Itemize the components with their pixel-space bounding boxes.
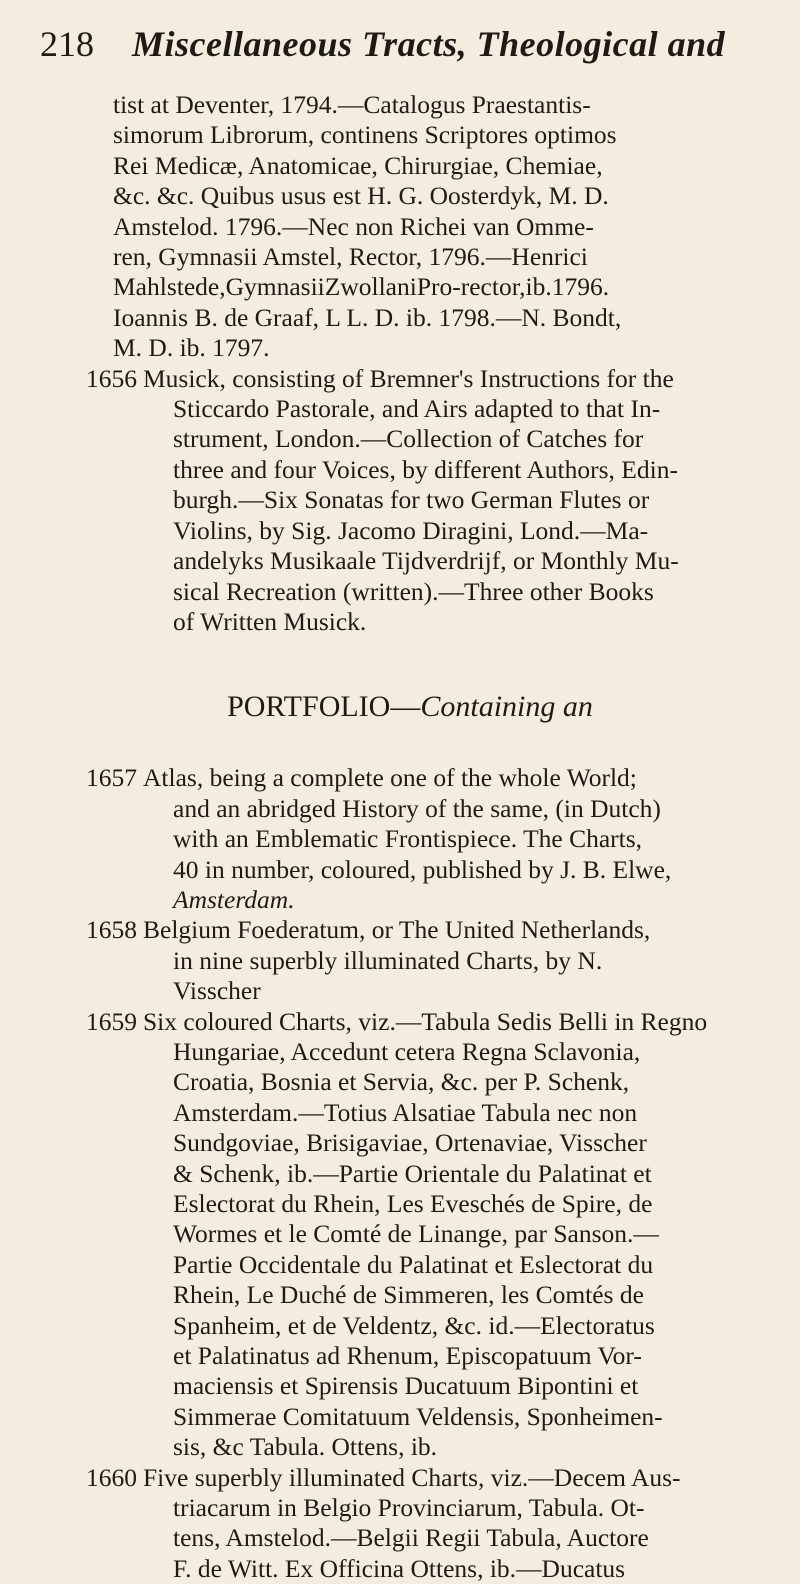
page-number: 218: [40, 24, 94, 64]
text-line: et Palatinatus ad Rhenum, Episcopatuum Vor-: [173, 1341, 642, 1371]
lot-number: 1657: [86, 763, 137, 793]
text-line: Atlas, being a complete one of the whole World;: [143, 763, 637, 793]
section-heading: [30, 689, 770, 725]
text-line: Hungariae, Accedunt cetera Regna Sclavonia,: [173, 1036, 641, 1066]
lot-number: 1656: [86, 363, 137, 393]
running-title: Miscellaneous Tracts, Theological and: [132, 24, 726, 64]
text-line: Simmerae Comitatuum Veldensis, Sponheimen-: [173, 1401, 663, 1431]
text-line: maciensis et Spirensis Ducatuum Bipontini et: [173, 1371, 639, 1401]
text-line: Sundgoviae, Brisigaviae, Ortenaviae, Visscher: [173, 1128, 647, 1158]
page-body: [30, 90, 770, 1584]
text-line: Musick, consisting of Bremner's Instructions for the: [143, 363, 674, 393]
text-line: Rei Medicæ, Anatomicae, Chirurgiae, Chemiae,: [113, 150, 603, 180]
text-line: Partie Occidentale du Palatinat et Eslectorat du: [173, 1249, 654, 1279]
text-line: F. de Witt. Ex Officina Ottens, ib.—Ducatus: [173, 1553, 626, 1583]
section-heading-italic: Containing an: [420, 690, 593, 724]
text-line: three and four Voices, by different Authors, Edin-: [173, 454, 678, 484]
text-line: Eslectorat du Rhein, Les Eveschés de Spire, de: [173, 1189, 653, 1218]
text-line: with an Emblematic Frontispiece. The Charts,: [173, 824, 643, 854]
text-line: Amsterdam.—Totius Alsatiae Tabula nec non: [173, 1097, 638, 1127]
section-heading-text: PORTFOLIO—: [227, 690, 421, 724]
text-line: Wormes et le Comté de Linange, par Sanson.—: [173, 1219, 659, 1249]
text-line: tens, Amstelod.—Belgii Regii Tabula, Auctore: [173, 1523, 649, 1553]
text-line: M. D. ib. 1797.: [113, 333, 270, 363]
text-line: of Written Musick.: [173, 606, 367, 636]
running-header: [40, 18, 770, 70]
text-line: 40 in number, coloured, published by J. B. Elwe,: [173, 854, 672, 884]
text-line: Amsterdam.: [173, 884, 295, 914]
lot-number: 1659: [86, 1006, 137, 1036]
catalogue-entry-1660: [30, 1463, 770, 1584]
text-line: Mahlstede,GymnasiiZwollaniPro-rector,ib.1796.: [113, 272, 610, 302]
text-line: triacarum in Belgio Provinciarum, Tabula. Ot-: [173, 1493, 645, 1523]
text-line: Ioannis B. de Graaf, L L. D. ib. 1798.—N. Bondt,: [113, 302, 622, 332]
text-line: ren, Gymnasii Amstel, Rector, 1796.—Henrici: [113, 242, 588, 272]
text-line: & Schenk, ib.—Partie Orientale du Palatinat et: [173, 1158, 652, 1188]
catalogue-entry-1656: [30, 364, 770, 638]
text-line: simorum Librorum, continens Scriptores optimos: [113, 120, 617, 150]
catalogue-entry-1657: [30, 763, 770, 915]
text-line: Spanheim, et de Veldentz, &c. id.—Electoratus: [173, 1310, 655, 1340]
catalogue-entry-1659: [30, 1007, 770, 1463]
lot-number: 1658: [86, 915, 137, 945]
text-line: Six coloured Charts, viz.—Tabula Sedis Belli in Regno: [143, 1006, 708, 1036]
text-line: Five superbly illuminated Charts, viz.—Decem Aus-: [143, 1462, 681, 1492]
text-line: burgh.—Six Sonatas for two German Flutes or: [173, 485, 650, 515]
text-line: Amstelod. 1796.—Nec non Richei van Omme-: [113, 211, 594, 241]
text-line: sical Recreation (written).—Three other Books: [173, 576, 654, 606]
continuation-entry: [30, 90, 770, 364]
text-line: &c. &c. Quibus usus est H. G. Oosterdyk, M. D.: [113, 181, 609, 211]
text-line: in nine superbly illuminated Charts, by N.: [173, 945, 603, 975]
catalogue-entry-1658: [30, 915, 770, 1006]
text-line: Sticcardo Pastorale, and Airs adapted to that In-: [173, 394, 661, 424]
text-line: andelyks Musikaale Tijdverdrijf, or Monthly Mu-: [173, 546, 679, 576]
text-line: tist at Deventer, 1794.—Catalogus Praestantis-: [113, 90, 591, 119]
text-line: Rhein, Le Duché de Simmeren, les Comtés de: [173, 1280, 644, 1310]
text-line: strument, London.—Collection of Catches for: [173, 424, 644, 454]
text-line: Croatia, Bosnia et Servia, &c. per P. Schenk,: [173, 1067, 630, 1097]
text-line: Violins, by Sig. Jacomo Diragini, Lond.—Ma-: [173, 515, 649, 545]
text-line: sis, &c Tabula. Ottens, ib.: [173, 1432, 438, 1462]
lot-number: 1660: [86, 1462, 137, 1492]
text-line: and an abridged History of the same, (in Dutch): [173, 793, 661, 823]
text-line: Visscher: [173, 976, 261, 1006]
text-line: Belgium Foederatum, or The United Netherlands,: [143, 915, 651, 945]
